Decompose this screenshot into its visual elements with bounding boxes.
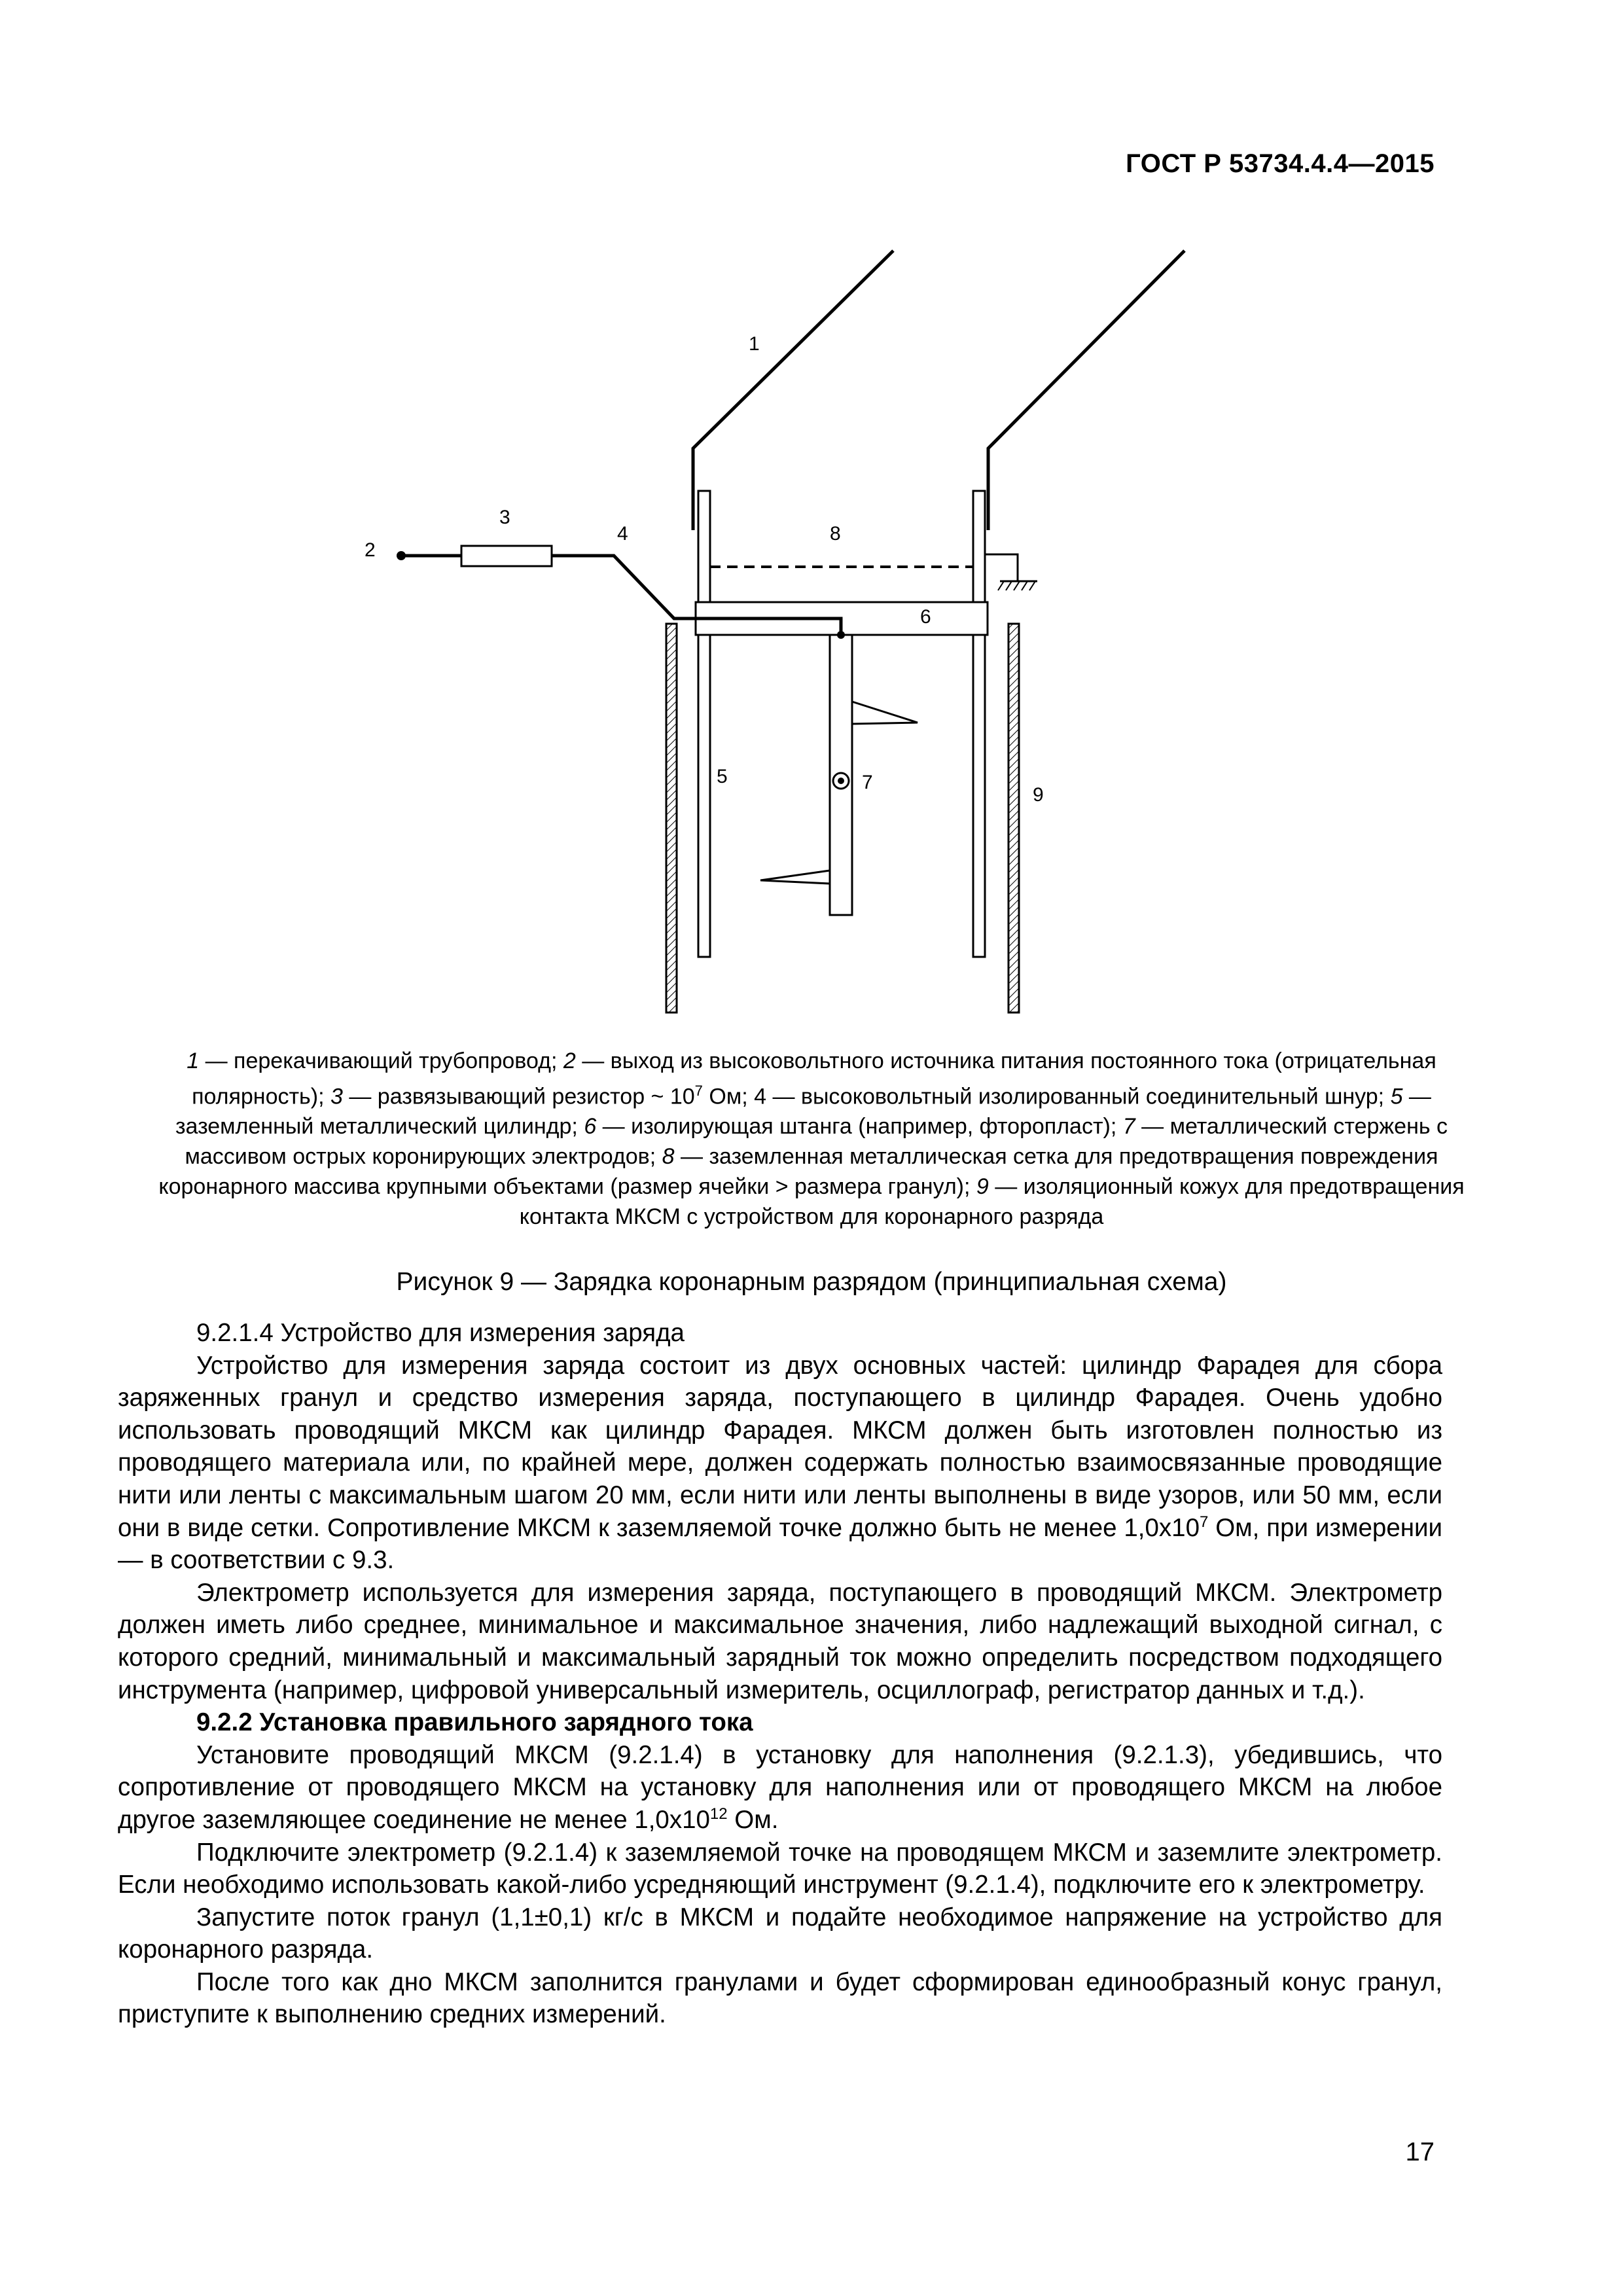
paragraph-electrometer: Электрометр используется для измерения заряда, поступающего в проводящий МКСМ. Электрометр должен иметь либо среднее, минимальное и максимальное значения, либо надлежащий выходной сигнал, с которого средний, минимальный и максимальный зарядный ток можно определить посредством подходящего инструмента (например, цифровой универсальный измеритель, осциллограф, регистратор данных и т.д.). (118, 1578, 1442, 1704)
paragraph-start-measurement: После того как дно МКСМ заполнится гранулами и будет сформирован единообразный конус гранул, приступите к выполнению средних измерений. (118, 1967, 1442, 2029)
section-heading-9-2-2: 9.2.2 Установка правильного зарядного тока (196, 1708, 753, 1737)
corona-charging-diagram (0, 0, 1623, 1021)
label-8: 8 (830, 523, 841, 545)
label-5: 5 (717, 766, 728, 787)
figure-legend: 1 — перекачивающий трубопровод; 2 — выход из высоковольтного источника питания постоянного тока (отрицательная полярность); 3 — развязывающий резистор ~ $10^7$ Ом; 4 — высоковольтный изолированный соединительный шнур; 5 — заземленный металлический цилиндр; 6 — изолирующая штанга (например, фторопласт); 7 — металлический стержень с массивом острых коронирующих электродов; 8 — заземленная металлическая сетка для предотвращения повреждения коронарного массива крупными объектами (размер ячейки > размера гранул); 9 — изоляционный кожух для предотвращения контакта МКСМ с устройством для коронарного разряда (158, 1049, 1465, 1230)
paragraph-connect-electrometer: Подключите электрометр (9.2.1.4) к заземляемой точке на проводящем МКСМ и заземлите электрометр. Если необходимо использовать какой-либо усредняющий инструмент (9.2.1.4), подключите его к электрометру. (118, 1838, 1442, 1899)
paragraph-measurement-device: Устройство для измерения заряда состоит из двух основных частей: цилиндр Фарадея для сбора заряженных гранул и средство измерения заряда, поступающего в цилиндр Фарадея. Очень удобно использовать проводящий МКСМ как цилиндр Фарадея. МКСМ должен быть изготовлен полностью из проводящего материала или, по крайней мере, должен содержать полностью взаимосвязанные проводящие нити или ленты с максимальным шагом 20 мм, если нити или ленты выполнены в виде узоров, или 50 мм, если они в виде сетки. Сопротивление МКСМ к заземляемой точке должно быть не менее $1,0х10^7$ Ом, при измерении — в соответствии с 9.3. (118, 1351, 1442, 1575)
corona-electrode-lower (760, 870, 830, 884)
insulation-housing-right (1008, 624, 1019, 1013)
paragraph-install-container: Установите проводящий МКСМ (9.2.1.4) в установку для наполнения (9.2.1.3), убедившись, что сопротивление от проводящего МКСМ на установку для наполнения или от проводящего МКСМ на любое другое заземляющее соединение не менее $1,0х10^{12}$ Ом. (118, 1740, 1442, 1834)
pipeline-left-line (693, 251, 893, 530)
ground-symbol-hatch (998, 581, 1035, 590)
cable-junction (837, 631, 845, 639)
label-1: 1 (749, 333, 760, 355)
label-9: 9 (1033, 784, 1044, 806)
cylinder-wall-left (698, 491, 710, 957)
section-heading-9-2-1-4: 9.2.1.4 Устройство для измерения заряда (196, 1319, 685, 1347)
figure-caption: Рисунок 9 — Зарядка коронарным разрядом (принципиальная схема) (396, 1268, 1227, 1296)
cylinder-wall-right (973, 491, 985, 957)
label-6: 6 (920, 606, 931, 628)
rod-mount-dot (838, 778, 844, 784)
ground-wire (985, 554, 1018, 581)
label-4: 4 (617, 523, 628, 545)
document-number: ГОСТ Р 53734.4.4—2015 (1126, 149, 1435, 178)
label-3: 3 (499, 507, 510, 528)
pipeline-right-line (988, 251, 1185, 530)
corona-electrode-upper (852, 702, 918, 724)
body-text (118, 1317, 1442, 2031)
paragraph-start-flow: Запустите поток гранул (1,1±0,1) кг/с в МКСМ и подайте необходимое напряжение на устройство для коронарного разряда. (118, 1903, 1442, 1964)
insulation-housing-left (666, 624, 677, 1013)
label-7: 7 (862, 772, 873, 793)
page-number: 17 (1405, 2138, 1435, 2166)
decoupling-resistor (461, 546, 552, 566)
label-2: 2 (365, 539, 376, 561)
